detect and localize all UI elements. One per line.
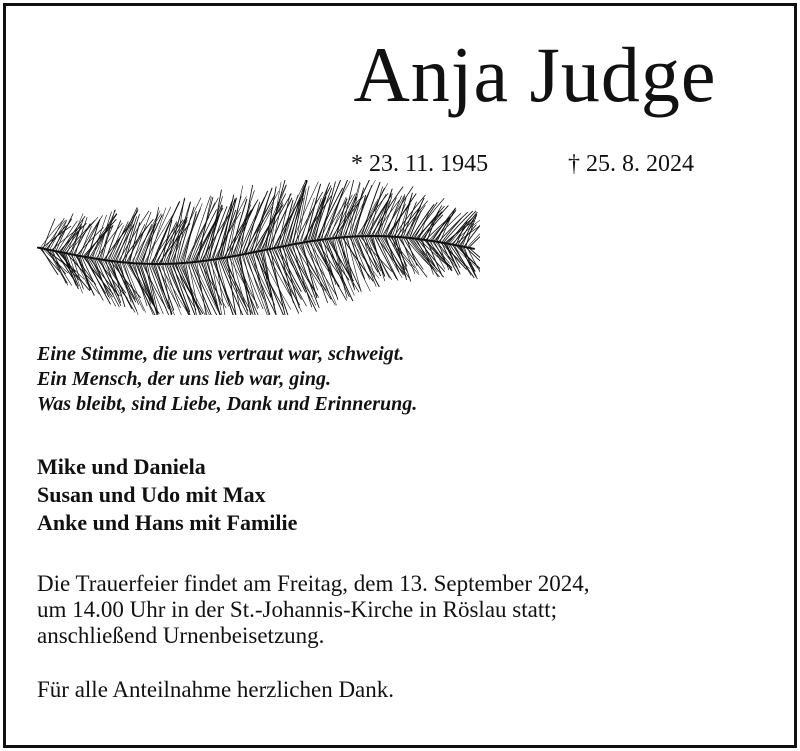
verse-line: Ein Mensch, der uns lieb war, ging. bbox=[37, 368, 331, 390]
death-date: † 25. 8. 2024 bbox=[568, 151, 694, 177]
memorial-verse bbox=[37, 342, 417, 417]
service-line: anschließend Urnenbeisetzung. bbox=[37, 623, 325, 648]
birth-date: * 23. 11. 1945 bbox=[351, 151, 489, 177]
mourners-list bbox=[37, 453, 297, 537]
mourner-name: Susan und Udo mit Max bbox=[37, 482, 266, 507]
service-line: um 14.00 Uhr in der St.-Johannis-Kirche in Röslau statt; bbox=[37, 597, 557, 622]
thanks-line: Für alle Anteilnahme herzlichen Dank. bbox=[37, 677, 395, 702]
mourner-name: Anke und Hans mit Familie bbox=[37, 510, 298, 535]
deceased-name: Anja Judge bbox=[353, 31, 717, 118]
verse-line: Eine Stimme, die uns vertraut war, schweigt. bbox=[37, 343, 405, 365]
funeral-service-info bbox=[37, 571, 590, 649]
feather-icon bbox=[30, 180, 480, 315]
verse-line: Was bleibt, sind Liebe, Dank und Erinnerung. bbox=[37, 393, 418, 415]
service-line: Die Trauerfeier findet am Freitag, dem 13. September 2024, bbox=[37, 571, 590, 596]
mourner-name: Mike und Daniela bbox=[37, 454, 206, 479]
